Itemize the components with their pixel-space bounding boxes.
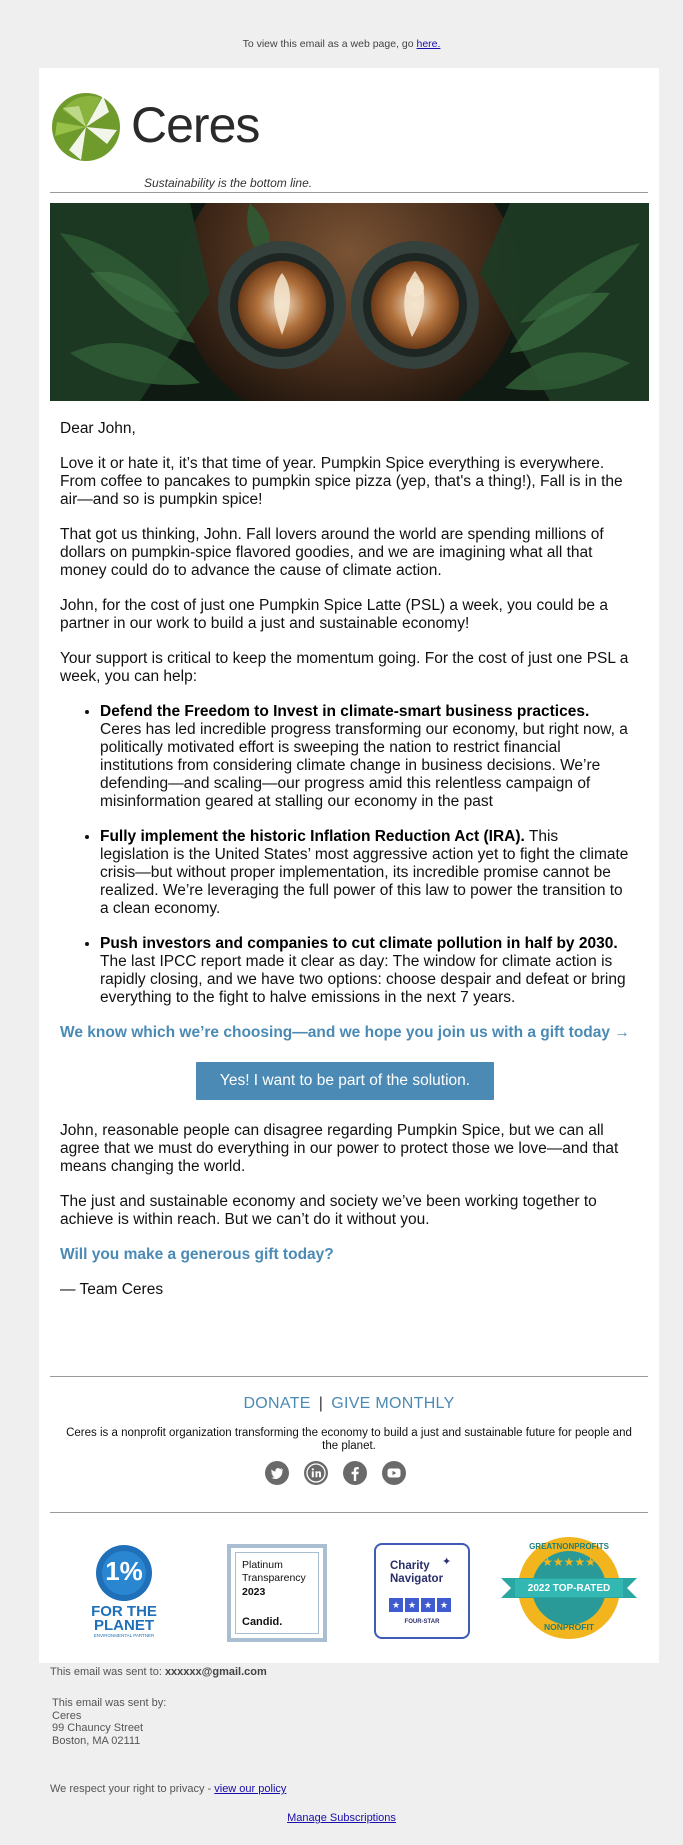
list-item-text: This legislation is the United States’ most aggressive action yet to fight the climate crisis—but without proper implementation, its incredible promise cannot be realized. We’re leveraging the full power of this law to power the transition to a clean economy. <box>100 828 629 917</box>
one-percent-value: 1% <box>105 1556 143 1586</box>
ceres-leaf-icon <box>51 92 121 162</box>
star-icon: ★ <box>389 1598 403 1612</box>
facebook-icon[interactable] <box>342 1460 368 1486</box>
signoff: — Team Ceres <box>60 1281 164 1298</box>
one-percent-line3: ENVIRONMENTAL PARTNER <box>93 1633 155 1638</box>
sent-to-label: This email was sent to: <box>50 1666 165 1678</box>
paragraph: John, for the cost of just one Pumpkin Spice Latte (PSL) a week, you could be a partner in our work to build a just and sustainable economy! <box>60 597 608 632</box>
charity-navigator-rating: FOUR-STAR <box>404 1619 440 1625</box>
great-nonprofits-ribbon: 2022 TOP-RATED <box>527 1583 611 1594</box>
button-row <box>60 1062 630 1100</box>
list-item <box>100 935 630 1007</box>
email-card <box>39 68 659 1663</box>
svg-text:★★★★★: ★★★★★ <box>542 1555 596 1569</box>
youtube-icon[interactable] <box>381 1460 407 1486</box>
sender-street: 99 Chauncy Street <box>52 1722 144 1734</box>
manage-subscriptions-row <box>0 1812 683 1825</box>
star-icon: ★ <box>421 1598 435 1612</box>
paragraph: Your support is critical to keep the momentum going. For the cost of just one PSL a week, you can help: <box>60 650 629 685</box>
ceres-logo[interactable] <box>51 92 351 190</box>
privacy-text: We respect your right to privacy - <box>50 1783 215 1795</box>
sender-org: Ceres <box>52 1709 82 1722</box>
manage-subscriptions-link[interactable]: Manage Subscriptions <box>287 1812 396 1824</box>
paragraph: Love it or hate it, it’s that time of year. Pumpkin Spice everything is everywhere. From coffee to pancakes to pumpkin spice pizza (yep, that's a thing!), Fall is in the air—and so is pumpkin spice! <box>60 455 623 508</box>
sender-address <box>52 1697 166 1747</box>
candid-line2: Transparency <box>242 1572 306 1584</box>
sent-to-line <box>50 1666 267 1679</box>
web-view-link[interactable]: here. <box>416 38 441 50</box>
web-view-text: To view this email as a web page, go <box>242 38 417 50</box>
list-item-text: The last IPCC report made it clear as day: The window for climate action is rapidly closing, and we have two options: choose despair and defeat or bring everything to the fight to halve emissions in the next 7 years. <box>100 953 626 1006</box>
star-row <box>389 1595 451 1613</box>
list-item <box>100 828 630 918</box>
divider <box>50 1376 648 1377</box>
link-separator: | <box>318 1395 324 1412</box>
paragraph: That got us thinking, John. Fall lovers around the world are spending millions of dollars on pumpkin-spice flavored goodies, and we are imagining what all that money could do to advance the cause of climate action. <box>60 526 604 579</box>
privacy-line <box>50 1783 286 1796</box>
list-item-heading: Defend the Freedom to Invest in climate-smart business practices. <box>100 703 590 720</box>
social-icons <box>39 1458 659 1488</box>
one-percent-for-the-planet-badge[interactable] <box>84 1544 164 1640</box>
twitter-icon[interactable] <box>264 1460 290 1486</box>
donate-link[interactable]: DONATE <box>243 1395 311 1412</box>
great-nonprofits-bottom: NONPROFIT <box>543 1622 595 1632</box>
priority-list <box>60 703 630 1007</box>
great-nonprofits-badge[interactable] <box>501 1536 637 1640</box>
solution-donate-button[interactable]: Yes! I want to be part of the solution. <box>196 1062 494 1100</box>
list-item-heading: Push investors and companies to cut climate pollution in half by 2030. <box>100 935 618 952</box>
generous-gift-link[interactable]: Will you make a generous gift today? <box>60 1246 334 1263</box>
gift-cta-link[interactable]: We know which we’re choosing—and we hope you join us with a gift today → <box>60 1024 630 1041</box>
hero-image-lattes[interactable] <box>50 203 649 401</box>
give-monthly-link[interactable]: GIVE MONTHLY <box>331 1395 455 1412</box>
one-percent-line2: PLANET <box>94 1617 154 1634</box>
sent-by-label: This email was sent by: <box>52 1697 167 1709</box>
star-icon: ★ <box>405 1598 419 1612</box>
list-item-heading: Fully implement the historic Inflation Reduction Act (IRA). <box>100 828 525 845</box>
paragraph: The just and sustainable economy and society we’ve been working together to achieve is within reach. But we can’t do it without you. <box>60 1193 597 1228</box>
candid-brand: Candid. <box>242 1616 283 1628</box>
candid-platinum-badge[interactable] <box>227 1544 327 1642</box>
linkedin-icon[interactable] <box>303 1460 329 1486</box>
sender-city: Boston, MA 02111 <box>52 1734 141 1747</box>
divider <box>50 1512 648 1513</box>
list-item <box>100 703 630 811</box>
email-body <box>60 420 630 1316</box>
candid-line1: Platinum <box>242 1559 283 1571</box>
mission-statement: Ceres is a nonprofit organization transforming the economy to build a just and sustainable future for people and the planet. <box>66 1427 632 1452</box>
logo-tagline: Sustainability is the bottom line. <box>144 176 313 190</box>
divider <box>50 192 648 193</box>
privacy-policy-link[interactable]: view our policy <box>214 1783 287 1795</box>
charity-navigator-badge[interactable] <box>374 1543 470 1639</box>
one-percent-line1: FOR THE <box>91 1603 157 1620</box>
list-item-text: Ceres has led incredible progress transforming our economy, but right now, a politically motivated effort is sweeping the nation to restrict financial institutions from considering climate change in business decisions. We’re defending—and scaling—our progress amid this relentless campaign of misinformation geared at stalling our economy in the past <box>100 721 628 810</box>
star-icon: ★ <box>437 1598 451 1612</box>
charity-navigator-line1: Charity <box>390 1560 430 1572</box>
logo-wordmark: Ceres <box>131 97 260 153</box>
web-view-notice <box>0 38 683 50</box>
great-nonprofits-top: GREATNONPROFITS <box>529 1542 609 1551</box>
candid-year: 2023 <box>242 1586 266 1598</box>
sparkle-icon: ✦ <box>442 1556 452 1568</box>
greeting: Dear John, <box>60 420 136 437</box>
charity-navigator-line2: Navigator <box>390 1573 444 1585</box>
paragraph: John, reasonable people can disagree regarding Pumpkin Spice, but we can all agree that we must do everything in our power to protect those we love—and that means changing the world. <box>60 1122 619 1175</box>
footer-links <box>39 1395 659 1413</box>
sent-to-email: xxxxxx@gmail.com <box>164 1666 267 1678</box>
